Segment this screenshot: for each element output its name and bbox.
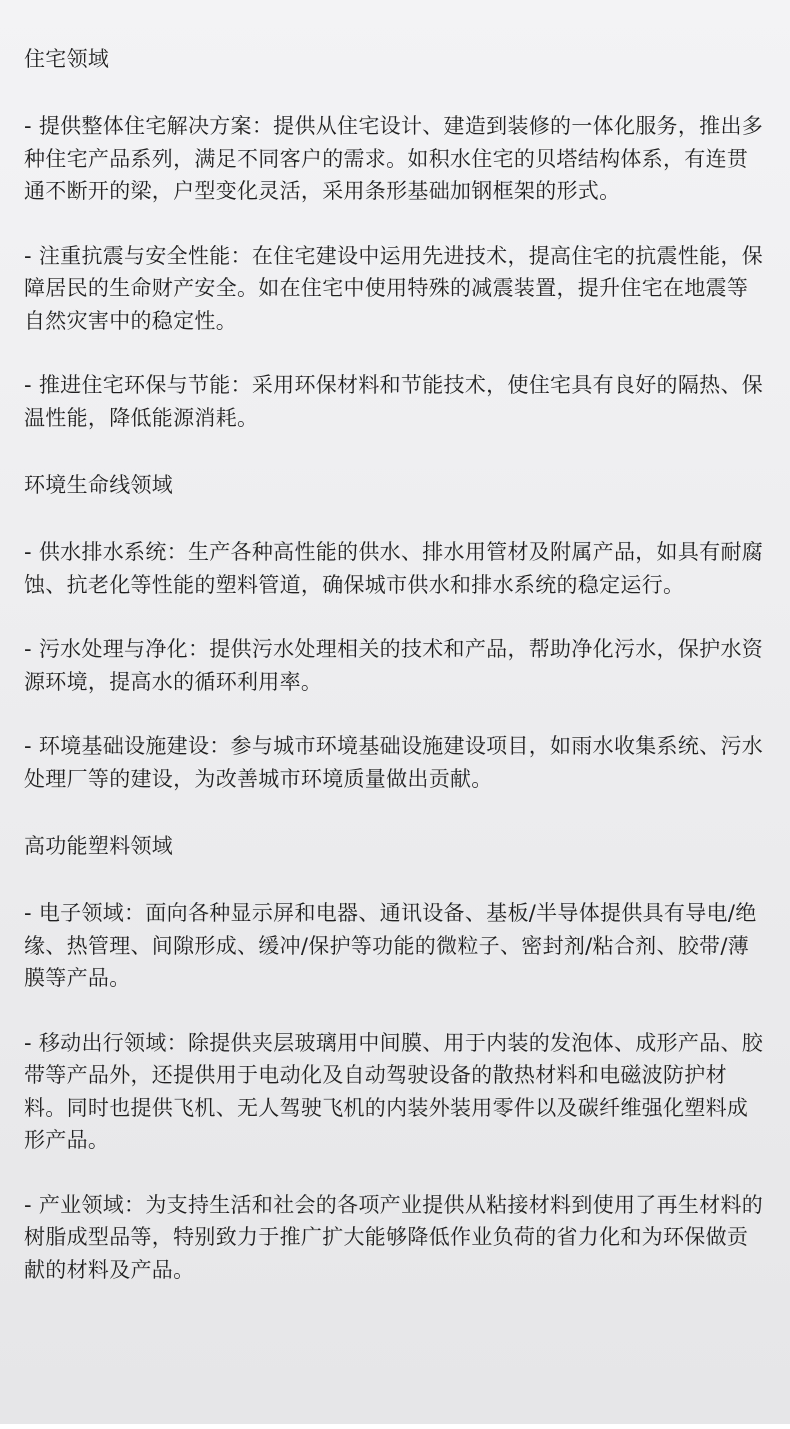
paragraph: - 供水排水系统：生产各种高性能的供水、排水用管材及附属产品，如具有耐腐蚀、抗老化等性能的塑料管道，确保城市供水和排水系统的稳定运行。	[24, 540, 764, 597]
paragraph: - 环境基础设施建设：参与城市环境基础设施建设项目，如雨水收集系统、污水处理厂等的建设，为改善城市环境质量做出贡献。	[24, 734, 764, 791]
section-high-performance-plastics	[24, 827, 766, 1286]
paragraph: - 电子领域：面向各种显示屏和电器、通讯设备、基板/半导体提供具有导电/绝缘、热管理、间隙形成、缓冲/保护等功能的微粒子、密封剂/粘合剂、胶带/薄膜等产品。	[24, 901, 757, 990]
section-heading: 住宅领域	[24, 47, 110, 71]
paragraph: - 污水处理与净化：提供污水处理相关的技术和产品，帮助净化污水，保护水资源环境，提高水的循环利用率。	[24, 637, 764, 694]
section-heading: 环境生命线领域	[24, 473, 174, 497]
paragraph: - 产业领域：为支持生活和社会的各项产业提供从粘接材料到使用了再生材料的树脂成型品等，特别致力于推广扩大能够降低作业负荷的省力化和为环保做贡献的材料及产品。	[24, 1192, 764, 1282]
paragraph: - 注重抗震与安全性能：在住宅建设中运用先进技术，提高住宅的抗震性能，保障居民的生命财产安全。如在住宅中使用特殊的减震装置，提升住宅在地震等自然灾害中的稳定性。	[24, 243, 764, 333]
paragraph: - 推进住宅环保与节能：采用环保材料和节能技术，使住宅具有良好的隔热、保温性能，降低能源消耗。	[24, 373, 764, 430]
paragraph: - 移动出行领域：除提供夹层玻璃用中间膜、用于内装的发泡体、成形产品、胶带等产品外，还提供用于电动化及自动驾驶设备的散热材料和电磁波防护材料。同时也提供飞机、无人驾驶飞机的内装外装用零件以及碳纤维强化塑料成形产品。	[24, 1030, 764, 1152]
bottom-margin	[0, 1424, 790, 1429]
paragraph: - 提供整体住宅解决方案：提供从住宅设计、建造到装修的一体化服务，推出多种住宅产品系列，满足不同客户的需求。如积水住宅的贝塔结构体系，有连贯通不断开的梁，户型变化灵活，采用条形基础加钢框架的形式。	[24, 114, 764, 203]
section-heading: 高功能塑料领域	[24, 834, 174, 858]
section-environment-lifeline	[24, 466, 766, 795]
section-housing	[24, 40, 766, 434]
